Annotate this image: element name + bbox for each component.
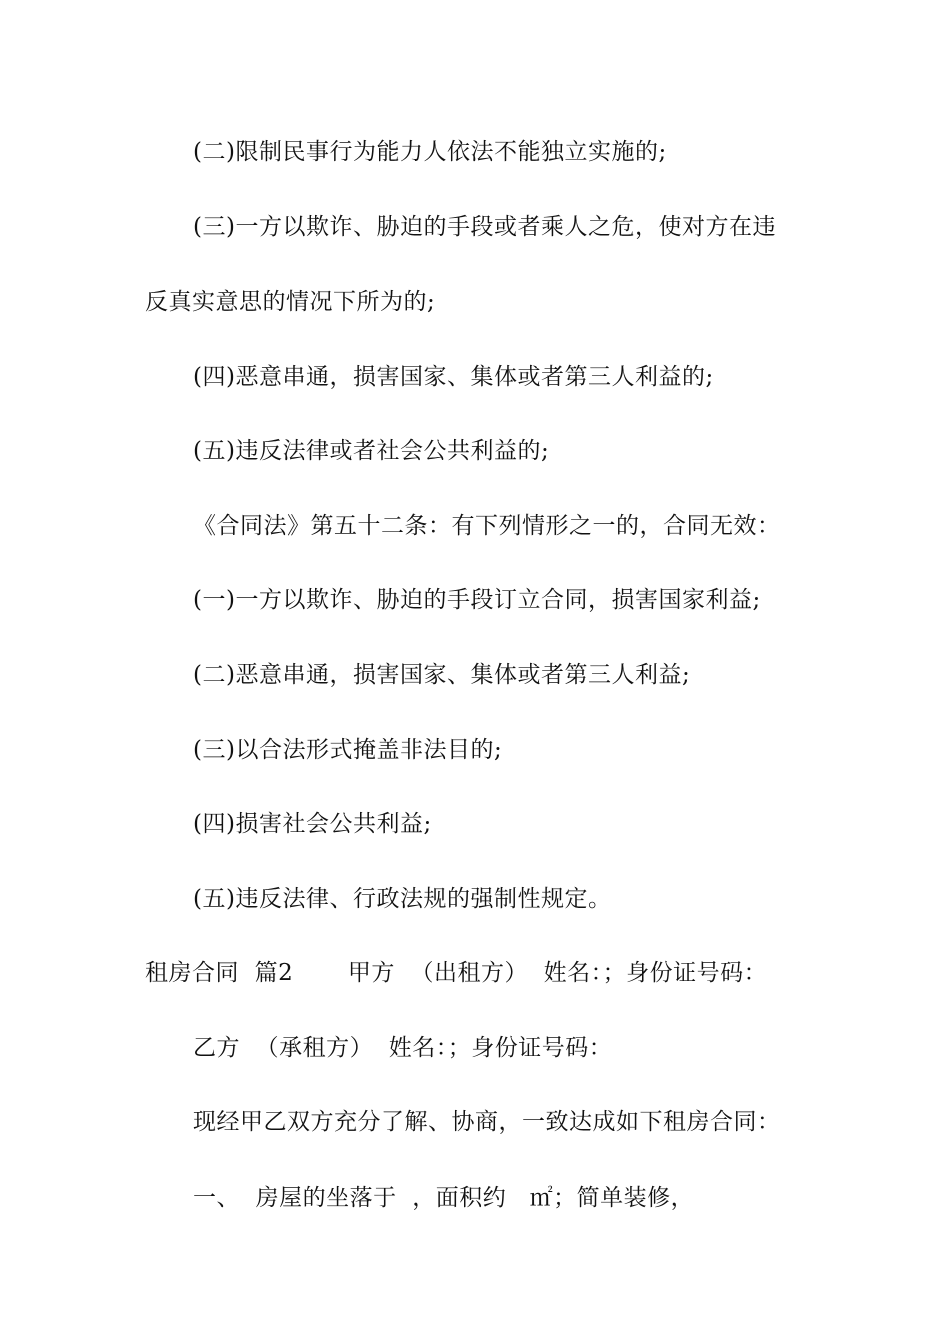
paragraph-line: (二)恶意串通，损害国家、集体或者第三人利益;	[193, 662, 691, 688]
paragraph-line: (五)违反法律或者社会公共利益的;	[193, 438, 550, 464]
paragraph-line: (四)损害社会公共利益;	[193, 811, 432, 837]
paragraph-line: (四)恶意串通，损害国家、集体或者第三人利益的;	[193, 364, 714, 390]
paragraph-line: 现经甲乙双方充分了解、协商，一致达成如下租房合同：	[193, 1109, 781, 1135]
paragraph-line: (一)一方以欺诈、胁迫的手段订立合同，损害国家利益;	[193, 587, 761, 613]
paragraph-line: (二)限制民事行为能力人依法不能独立实施的;	[193, 139, 667, 165]
section-heading-line: 租房合同 篇2 甲方 （出租方） 姓名：；身份证号码：	[145, 960, 768, 986]
paragraph-line: 《合同法》第五十二条：有下列情形之一的，合同无效：	[193, 513, 781, 539]
paragraph-line: (三)以合法形式掩盖非法目的;	[193, 737, 503, 763]
paragraph-line: 乙方 （承租方） 姓名：；身份证号码：	[193, 1035, 613, 1061]
paragraph-line: (三)一方以欺诈、胁迫的手段或者乘人之危，使对方在违	[193, 214, 776, 240]
paragraph-line: 一、 房屋的坐落于 ，面积约 ㎡；简单装修，	[193, 1185, 695, 1211]
paragraph-line: 反真实意思的情况下所为的;	[145, 289, 436, 315]
paragraph-line: (五)违反法律、行政法规的强制性规定。	[193, 886, 612, 912]
